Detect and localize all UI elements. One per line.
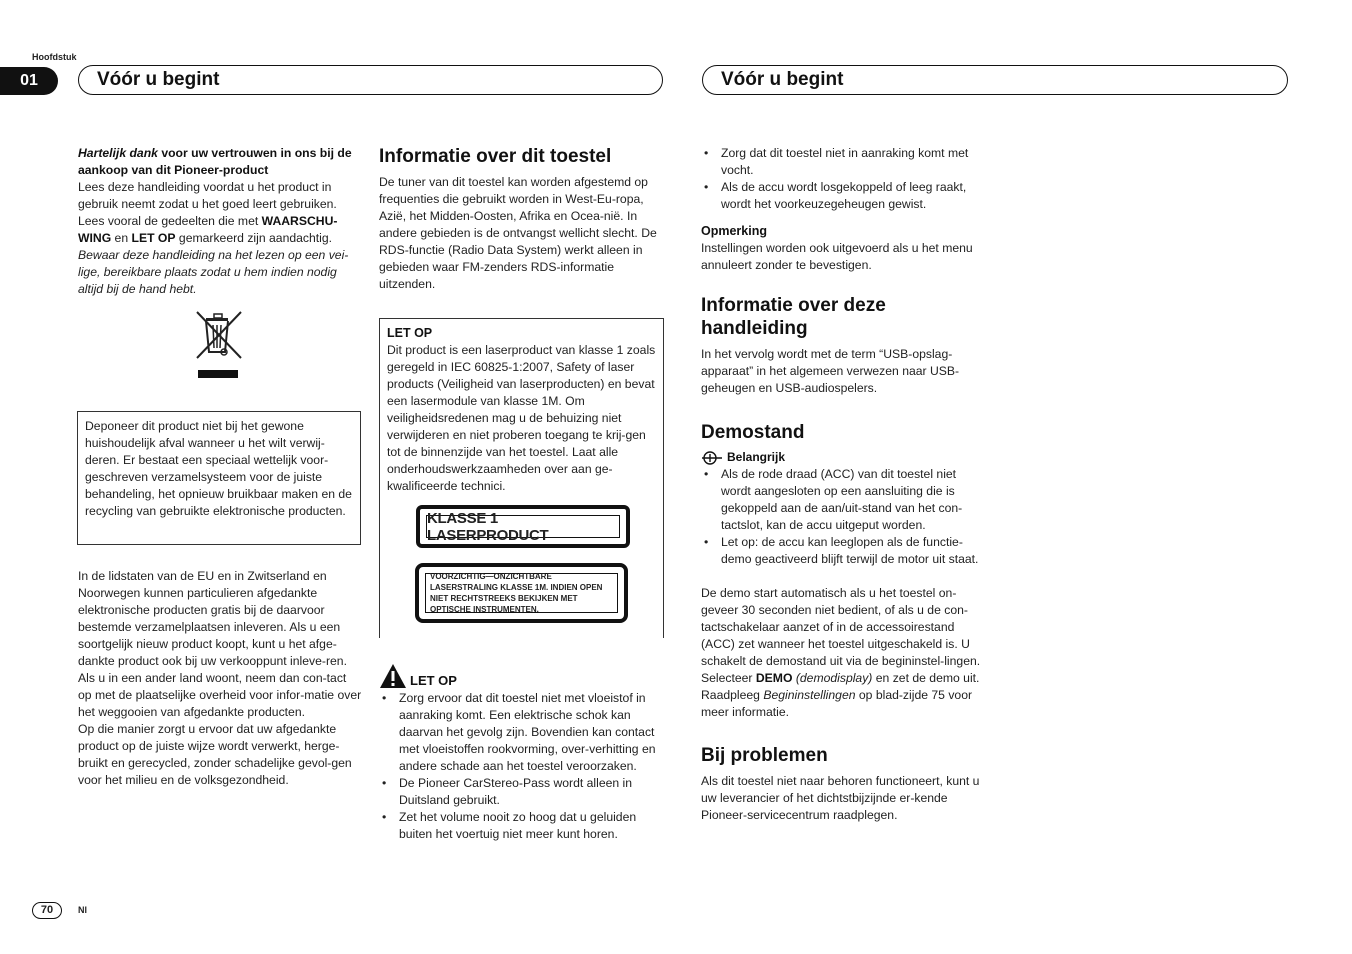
section-title-device-info: Informatie over dit toestel — [379, 146, 612, 167]
left-page-title: Vóór u begint — [78, 65, 663, 95]
intro-paragraph: Lees deze handleiding voordat u het product in gebruik neemt zodat u het goed leert gebruiken. Lees vooral de gedeelten die met WAARSCHU-WING en LET OP gemarkeerd zijn aandachtig. — [78, 180, 338, 245]
list-item: • Als de accu wordt losgekoppeld of leeg raakt, wordt het voorkeuzegeheugen gewist. — [701, 179, 986, 213]
chapter-label: Hoofdstuk — [32, 52, 77, 62]
caution-heading: LET OP — [379, 663, 664, 689]
list-item: • De Pioneer CarStereo-Pass wordt alleen in Duitsland gebruikt. — [379, 775, 664, 809]
column-3 — [701, 145, 986, 824]
caution-list — [379, 690, 664, 843]
keep-manual-note: Bewaar deze handleiding na het lezen op een vei-lige, bereikbare plaats zodat u hem indien nodig altijd bij de hand hebt. — [78, 248, 349, 296]
laser-warning-label: VOORZICHTIG—ONZICHTBARE LASERSTRALING KLASSE 1M. INDIEN OPEN NIET RECHTSTREEKS BEKIJKEN MET OPTISCHE INSTRUMENTEN. — [415, 563, 628, 623]
eu-disposal-section — [78, 568, 363, 789]
list-item: • Let op: de accu kan leeglopen als de functie-demo geactiveerd blijft terwijl de motor uit staat. — [701, 534, 986, 568]
disposal-notice-box — [77, 411, 361, 545]
section-title-manual-info: Informatie over deze handleiding — [701, 295, 886, 339]
eu-paragraph-3: Op die manier zorgt u ervoor dat uw afgedankte product op de juiste wijze wordt verwerkt, herge-bruikt en gerecycled, zonder schadelijke gevol-gen voor het milieu en de volksgezondheid. — [78, 722, 352, 787]
right-page-title: Vóór u begint — [702, 65, 1288, 95]
crossed-bin-icon — [194, 310, 244, 382]
list-item: • Als de rode draad (ACC) van dit toestel niet wordt aangesloten op een aansluiting die is gekoppeld aan de aan/uit-stand van het con-tactslot, kan de accu uitgeput worden. — [701, 466, 986, 534]
list-item: • Zorg ervoor dat dit toestel niet met vloeistof in aanraking komt. Een elektrische schok kan daarvan het gevolg zijn. Bovendien kan contact met vloeistoffen rookvorming, over-verhitting en andere schade aan het toestel veroorzaken. — [379, 690, 664, 775]
manual-paragraph: In het vervolg wordt met de term “USB-opslag-apparaat” in het algemeen verwezen naar USB-geheugen en USB-audiospelers. — [701, 347, 960, 395]
eu-paragraph-1: In de lidstaten van de EU en in Zwitserland en Noorwegen kunnen particulieren afgedankte elektronische producten gratis bij de daarvoor bestemde verzamelplaatsen inleveren. Als u een soortgelijk nieuw product koopt, kunt u het afge-dankte product ook bij uw verkooppunt inleve-ren. — [78, 569, 347, 668]
warning-triangle-icon — [379, 663, 407, 689]
disposal-text: Deponeer dit product niet bij het gewone huishoudelijk afval wanneer u het wilt verwij-deren. Er bestaat een speciaal wettelijk voor-geschreven verzamelsysteem voor de juiste behandeling, het opnieuw bruikbaar maken en de recycling van gebruikte elektronische producten. — [85, 419, 352, 518]
note-title: Opmerking — [701, 224, 767, 238]
laser-caution-title: LET OP — [387, 326, 433, 340]
eu-paragraph-2: Als u in een ander land woont, neem dan con-tact op met de plaatselijke overheid voor infor-matie over het weggooien van afgedankte producten. — [78, 671, 362, 719]
list-item: • Zet het volume nooit zo hoog dat u geluiden buiten het voertuig niet meer kunt horen. — [379, 809, 664, 843]
demo-important-list — [701, 466, 986, 568]
demo-paragraph: De demo start automatisch als u het toestel on-geveer 30 seconden niet bedient, of als u de con-tactschakelaar aanzet of in de accessoirestand (ACC) zet wanneer het toestel uitgeschakeld is. U schakelt de demostand uit via de begininstel-lingen. Selecteer DEMO (demodisplay) en zet de demo uit. Raadpleeg Begininstellingen op blad-zijde 75 voor meer informatie. — [701, 586, 981, 719]
laser-class-label: KLASSE 1 LASERPRODUCT — [416, 505, 630, 548]
caution-section — [379, 663, 664, 843]
page-number: 70 — [32, 902, 62, 919]
tuner-paragraph: De tuner van dit toestel kan worden afgestemd op frequenties die gebruikt worden in West-Eu-ropa, Azië, het Midden-Oosten, Afrika en Ocea-nië. In andere gebieden is de ontvangst wellicht slecht. De RDS-functie (Radio Data System) werkt alleen in gebieden waar FM-zenders RDS-informatie uitzenden. — [379, 175, 657, 291]
laser-caution-text: Dit product is een laserproduct van klasse 1 zoals geregeld in IEC 60825-1:2007, Safety of laser products (Veiligheid van laserproducten) en bevat een lasermodule van klasse 1M. Om veiligheidsredenen mag u de behuizing niet verwijderen en niet proberen toegang te krij-gen tot de binnenzijde van het toestel. Laat alle onderhoudswerkzaamheden over aan ge-kwalificeerde technici. — [387, 343, 656, 493]
thanks-paragraph: Hartelijk dank voor uw vertrouwen in ons bij de aankoop van dit Pioneer-product — [78, 146, 352, 177]
chapter-number-badge: 01 — [0, 67, 58, 95]
important-heading: Belangrijk — [701, 449, 986, 466]
section-title-problems: Bij problemen — [701, 745, 828, 766]
moisture-list — [701, 145, 986, 213]
section-title-demo: Demostand — [701, 422, 805, 443]
column-2 — [379, 145, 664, 293]
list-item: • Zorg dat dit toestel niet in aanraking komt met vocht. — [701, 145, 986, 179]
important-icon — [701, 451, 723, 465]
language-code: Nl — [78, 905, 87, 915]
column-1 — [78, 145, 363, 298]
problems-paragraph: Als dit toestel niet naar behoren functioneert, kunt u uw leverancier of het dichtstbijzijnde er-kende Pioneer-servicecentrum raadplegen. — [701, 774, 980, 822]
note-text: Instellingen worden ook uitgevoerd als u het menu annuleert zonder te bevestigen. — [701, 241, 973, 272]
